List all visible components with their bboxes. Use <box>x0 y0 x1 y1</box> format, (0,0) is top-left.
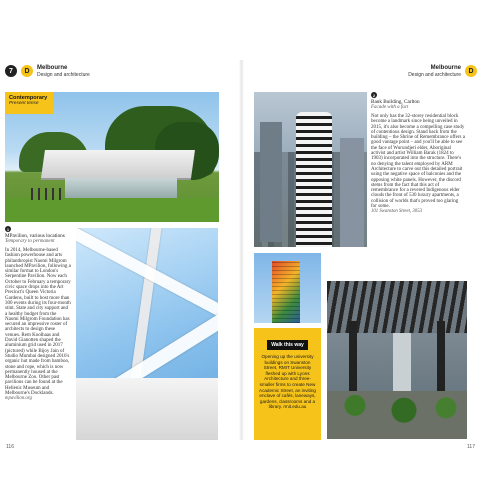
pavilion-canopy-photo <box>76 228 218 440</box>
left-header-title: Melbourne <box>37 65 68 71</box>
design-badge-right: D <box>465 65 477 77</box>
bank-building-photo <box>254 92 367 247</box>
caption-subtitle-2: Facade with a fact <box>371 105 409 110</box>
left-header-text <box>37 65 90 79</box>
article-body-1: In 2014, Melbourne-based fashion powerhouse and arts philanthropist Naomi Milgrom launched MPavilion, following a similar format to London's Serpentine Pavilion. Now each October to February a temporary civic space drops into the Art Precinct's Queen Victoria Gardens, built to host more than 300 events during its four-month stint. State and city support and a healthy budget from the Naomi Milgrom Foundation has secured an impressive roster of architects to design these venues. Rem Koolhaas and David Gianotten shaped the aluminium grid used in 2017 (pictured) while Bijoy Jain of Studio Mumbai designed 2016's organic hut made from bamboo, stone and rope, which is now permanently housed at the Melbourne Zoo. Other past pavilions can be found at the Hellenic Museum and Melbourne's Docklands. <box>5 248 71 397</box>
right-page-header <box>408 65 477 79</box>
page-number-right: 117 <box>467 444 475 450</box>
callout-title: Contemporary <box>9 95 48 101</box>
design-badge: D <box>21 65 33 77</box>
contemporary-callout <box>5 92 53 114</box>
callout-subtitle: Present tense <box>9 101 39 106</box>
right-text-column <box>371 92 465 215</box>
left-page-header <box>5 65 90 79</box>
right-header-text <box>408 65 461 79</box>
walk-title: Walk this way <box>267 340 308 350</box>
right-header-title: Melbourne <box>430 65 461 71</box>
left-text-column <box>5 226 71 402</box>
caption-number-1: 1 <box>6 226 10 232</box>
walk-body: Opening up the university buildings on Swanston Street, RMIT University fleshed up with Lyons Architecture and three-smaller firms to create New Academic Street, an inviting enclave of cafés, laneways, gardens, classrooms and a library. rmit.edu.au <box>259 354 316 410</box>
left-header-subtitle: Design and architecture <box>37 72 90 78</box>
right-header-subtitle: Design and architecture <box>408 72 461 78</box>
caption-title-2: Bank Building, Carlton <box>371 99 420 105</box>
article-body-2: Not only has the 32-storey residential block become a landmark since being unveiled in 2015, it's also become a compelling case study of contentious design. Stand back from the building – the Shrine of Remembrance offers a good vantage point – and you'll be able to see the face of Wurundjeri elder, Aboriginal activist and artist William Barak (1824 to 1903) incorporated into the structure. There's no denying the talent employed by ARM Architecture to carve out this detailed portrait using the negative space of balconies and the opposing white panels. However, the discord stems from the fact that this act of remembrance for a revered Indigenous elder clouds the front of 530 luxury apartments, a collision of worlds that's proved too glaring for some. <box>371 114 465 210</box>
barak-portrait-photo <box>254 253 321 323</box>
section-number-badge: 7 <box>5 65 17 77</box>
page-number-left: 116 <box>6 444 14 450</box>
caption-title-1: MPavilion, various locations <box>5 233 65 239</box>
article-credit-1: mpavilion.org <box>5 396 32 402</box>
walk-this-way-box <box>254 328 321 440</box>
page-gutter <box>239 60 244 440</box>
new-academic-street-photo <box>327 281 467 439</box>
caption-number-2: 2 <box>372 92 376 98</box>
article-credit-2: 101 Swanston Street, 3053 <box>371 209 422 215</box>
caption-subtitle-1: Temporary to permanent <box>5 239 55 244</box>
